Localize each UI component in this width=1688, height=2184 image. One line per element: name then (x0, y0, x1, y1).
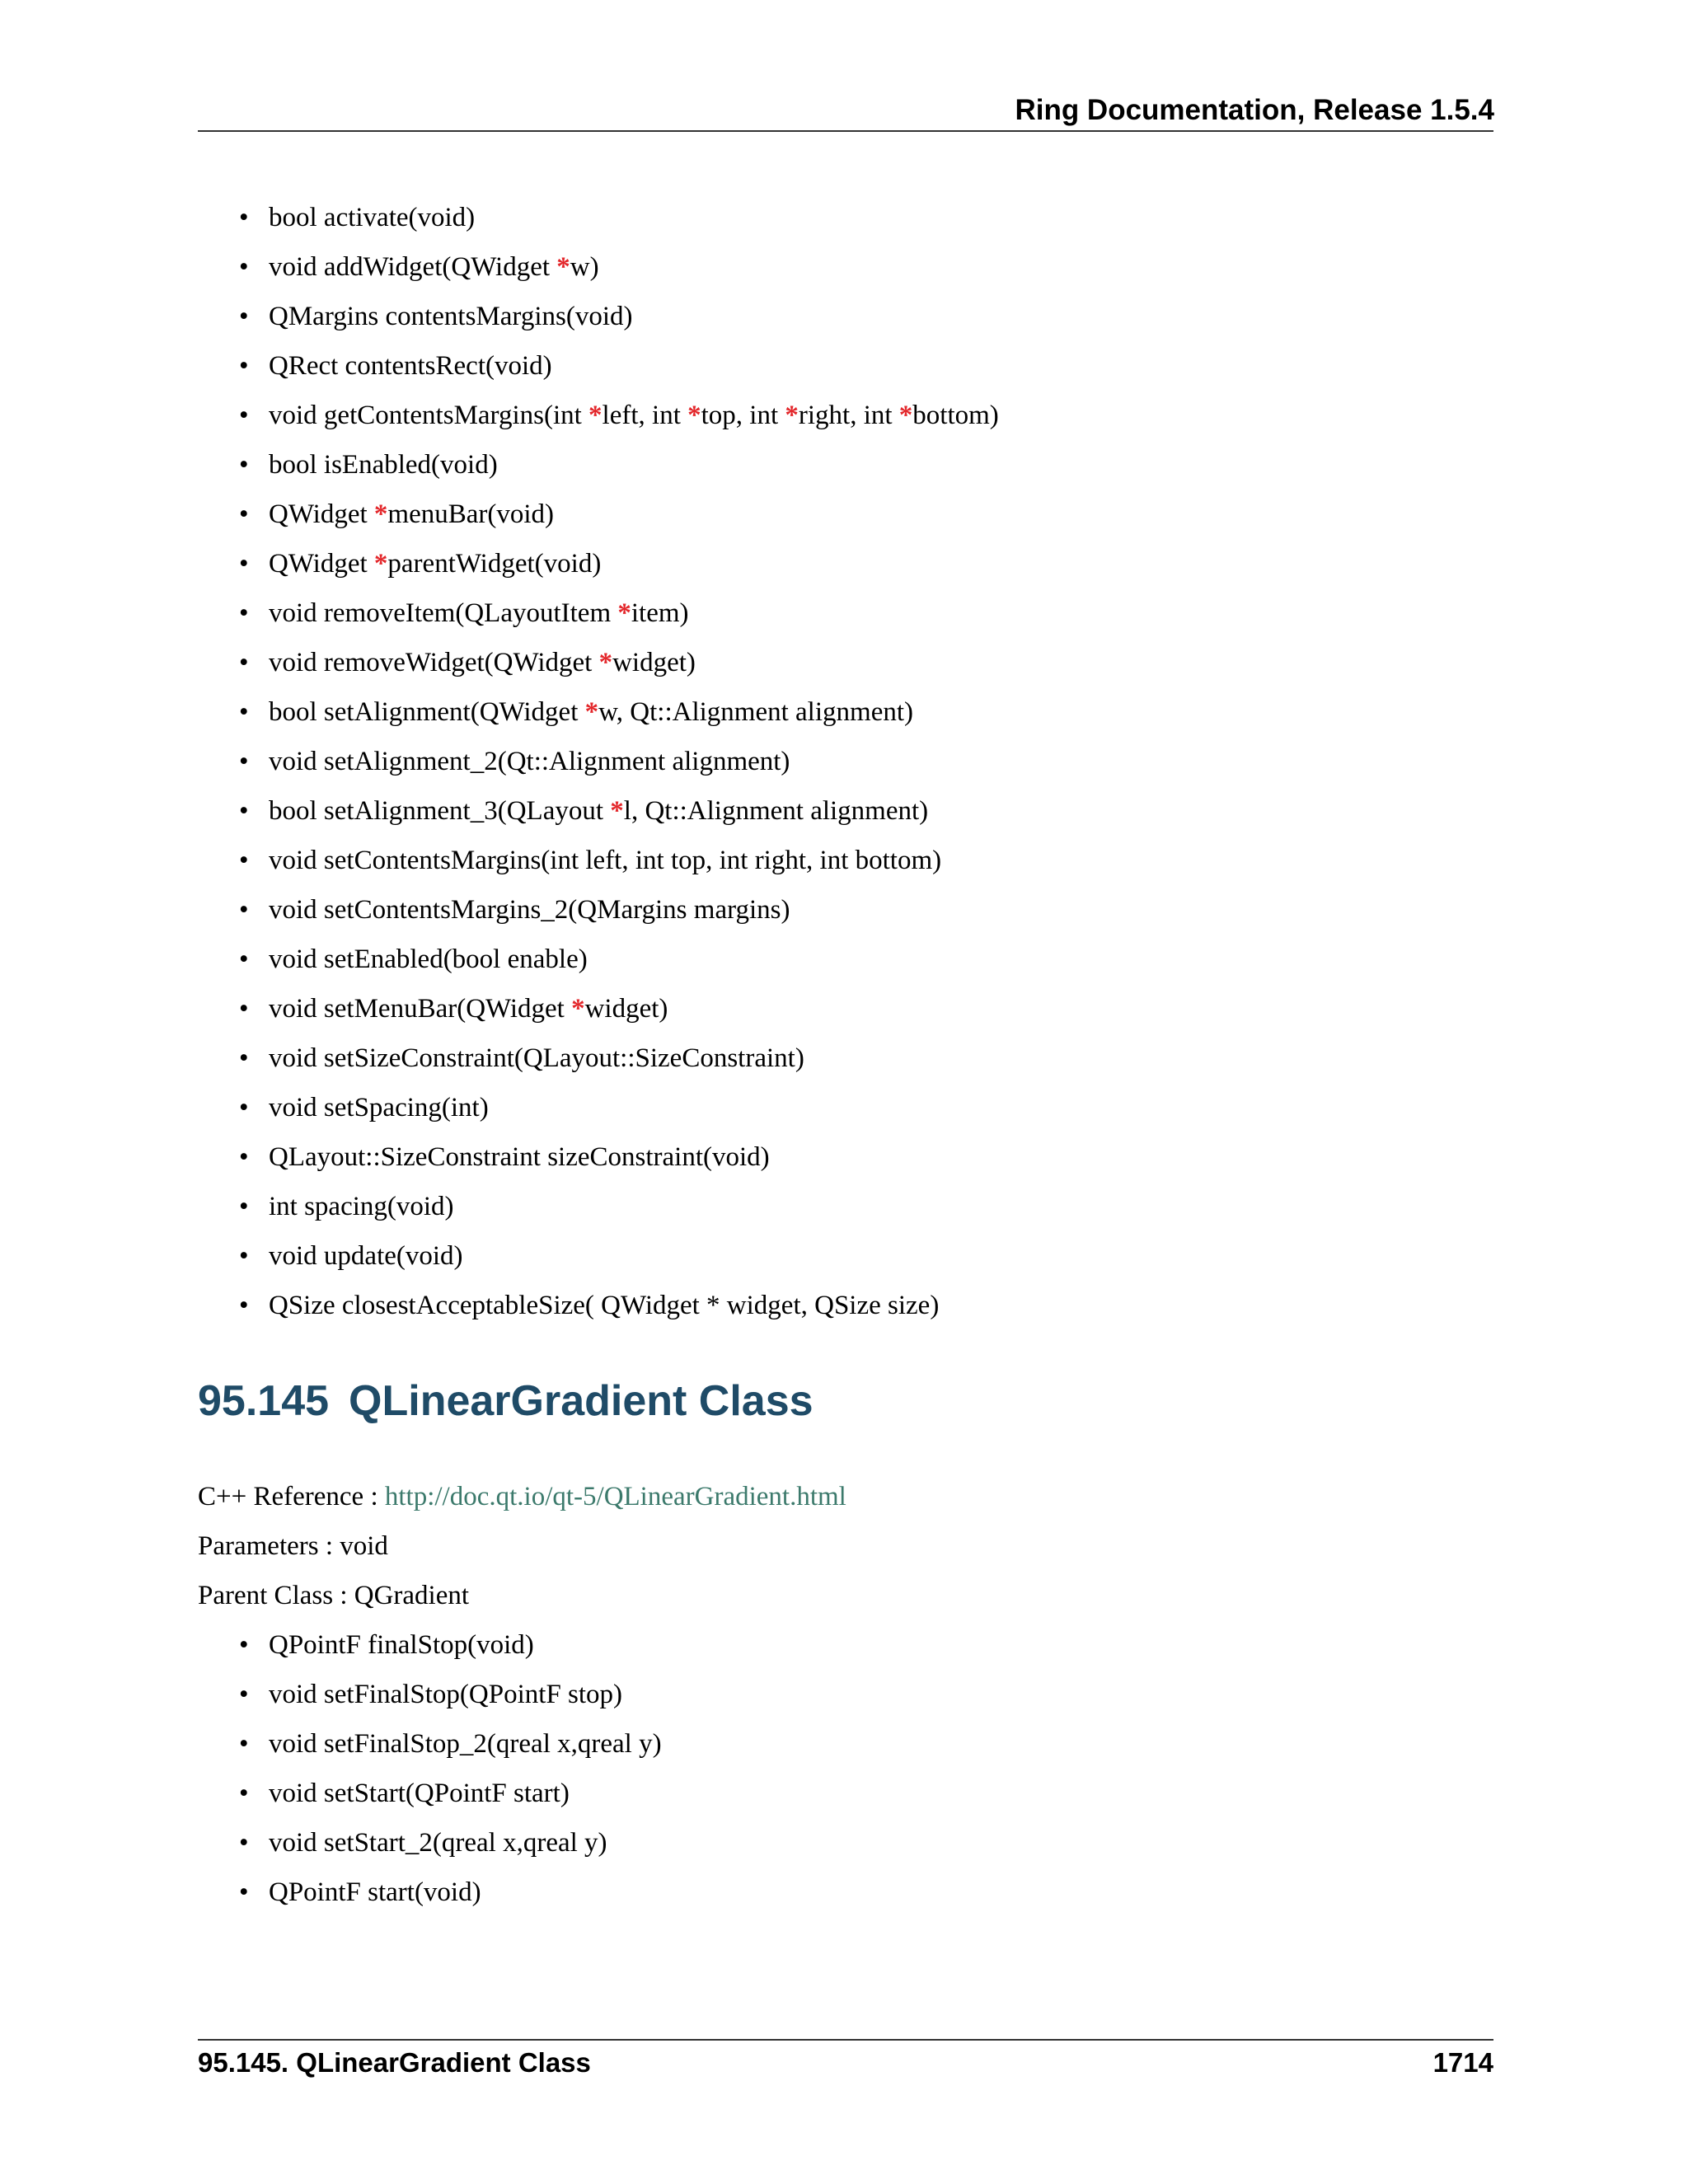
bullet-icon: • (239, 1680, 249, 1709)
method-text: void removeWidget(QWidget (269, 648, 599, 677)
parent-class-line: Parent Class : QGradient (198, 1581, 470, 1610)
method-text: void setSpacing(int) (269, 1093, 489, 1122)
method-text: void setStart(QPointF start) (269, 1779, 570, 1808)
section-heading (198, 1376, 814, 1426)
bullet-icon: • (239, 648, 249, 677)
method-text: QSize closestAcceptableSize( QWidget * widget, QSize size) (269, 1291, 940, 1320)
bullet-icon: • (239, 846, 249, 875)
pointer-asterisk: * (598, 648, 613, 677)
method-text: void setFinalStop(QPointF stop) (269, 1680, 623, 1709)
pointer-asterisk: * (373, 549, 388, 579)
bullet-icon: • (239, 1093, 249, 1122)
bullet-icon: • (239, 1043, 249, 1073)
method-text: void setEnabled(bool enable) (269, 944, 588, 974)
cpp-reference (198, 1472, 846, 1521)
bullet-icon: • (239, 252, 249, 282)
bullet-icon: • (239, 895, 249, 925)
bullet-icon: • (239, 1142, 249, 1172)
method-text: l, Qt::Alignment alignment) (623, 796, 929, 826)
method-text: void setFinalStop_2(qreal x,qreal y) (269, 1729, 662, 1759)
method-text: int spacing(void) (269, 1192, 454, 1221)
pointer-asterisk: * (588, 401, 603, 430)
method-text: void setSizeConstraint(QLayout::SizeConstraint) (269, 1043, 804, 1073)
method-text: left, int (602, 401, 688, 430)
bullet-icon: • (239, 1630, 249, 1660)
method-text: void setContentsMargins_2(QMargins margins) (269, 895, 790, 925)
method-text: void addWidget(QWidget (269, 252, 557, 282)
method-text: bool isEnabled(void) (269, 450, 498, 480)
cpp-reference-label: C++ Reference : (198, 1482, 385, 1511)
method-text: QLayout::SizeConstraint sizeConstraint(void) (269, 1142, 770, 1172)
bullet-icon: • (239, 1877, 249, 1907)
method-item (239, 1769, 662, 1818)
method-text: QWidget (269, 499, 374, 529)
method-text: w, Qt::Alignment alignment) (598, 697, 913, 727)
bullet-icon: • (239, 1779, 249, 1808)
method-item (239, 440, 999, 490)
pointer-asterisk: * (898, 401, 913, 430)
method-item (239, 341, 999, 391)
method-text: top, int (701, 401, 785, 430)
parameters-line: Parameters : void (198, 1531, 388, 1561)
method-text: widget) (612, 648, 696, 677)
method-item (239, 391, 999, 440)
method-item (239, 687, 999, 737)
method-item (239, 1670, 662, 1719)
method-item (239, 193, 999, 242)
bullet-icon: • (239, 796, 249, 826)
method-item (239, 490, 999, 539)
bullet-icon: • (239, 450, 249, 480)
method-list-top (239, 193, 999, 1330)
method-text: void update(void) (269, 1241, 463, 1271)
method-text: bool activate(void) (269, 203, 476, 232)
method-item (239, 1620, 662, 1670)
method-item (239, 588, 999, 638)
method-text: void removeItem(QLayoutItem (269, 598, 618, 628)
running-header: Ring Documentation, Release 1.5.4 (1015, 94, 1494, 126)
bullet-icon: • (239, 1192, 249, 1221)
bullet-icon: • (239, 499, 249, 529)
method-item (239, 638, 999, 687)
bullet-icon: • (239, 1241, 249, 1271)
method-item (239, 1132, 999, 1182)
method-item (239, 1033, 999, 1083)
bullet-icon: • (239, 1828, 249, 1858)
bullet-icon: • (239, 697, 249, 727)
method-text: void setStart_2(qreal x,qreal y) (269, 1828, 607, 1858)
method-text: menuBar(void) (387, 499, 555, 529)
bullet-icon: • (239, 1729, 249, 1759)
method-text: right, int (798, 401, 899, 430)
pointer-asterisk: * (373, 499, 388, 529)
section-number: 95.145 (198, 1377, 330, 1425)
header-rule (198, 130, 1493, 132)
method-list-bottom (239, 1620, 662, 1917)
bullet-icon: • (239, 994, 249, 1024)
method-text: void getContentsMargins(int (269, 401, 589, 430)
method-text: item) (631, 598, 689, 628)
method-item (239, 1083, 999, 1132)
method-item (239, 935, 999, 984)
method-item (239, 786, 999, 836)
cpp-reference-link[interactable]: http://doc.qt.io/qt-5/QLinearGradient.html (384, 1482, 846, 1511)
bullet-icon: • (239, 549, 249, 579)
method-item (239, 836, 999, 885)
bullet-icon: • (239, 351, 249, 381)
pointer-asterisk: * (687, 401, 701, 430)
bullet-icon: • (239, 598, 249, 628)
method-item (239, 1818, 662, 1868)
method-text: void setMenuBar(QWidget (269, 994, 572, 1024)
bullet-icon: • (239, 401, 249, 430)
pointer-asterisk: * (584, 697, 599, 727)
section-title: QLinearGradient Class (349, 1377, 814, 1425)
method-text: bool setAlignment(QWidget (269, 697, 585, 727)
method-text: QRect contentsRect(void) (269, 351, 552, 381)
page-number: 1714 (1432, 2047, 1493, 2078)
footer-rule (198, 2039, 1493, 2041)
method-text: parentWidget(void) (387, 549, 602, 579)
method-text: void setContentsMargins(int left, int top, int right, int bottom) (269, 846, 942, 875)
bullet-icon: • (239, 203, 249, 232)
pointer-asterisk: * (617, 598, 631, 628)
method-item (239, 292, 999, 341)
method-item (239, 885, 999, 935)
pointer-asterisk: * (556, 252, 570, 282)
method-text: QPointF start(void) (269, 1877, 481, 1907)
pointer-asterisk: * (785, 401, 799, 430)
bullet-icon: • (239, 747, 249, 776)
method-text: w) (570, 252, 599, 282)
method-text: QMargins contentsMargins(void) (269, 302, 633, 331)
bullet-icon: • (239, 1291, 249, 1320)
method-text: widget) (584, 994, 668, 1024)
method-item (239, 1868, 662, 1917)
method-text: bottom) (912, 401, 999, 430)
bullet-icon: • (239, 944, 249, 974)
method-item (239, 1281, 999, 1330)
bullet-icon: • (239, 302, 249, 331)
method-item (239, 539, 999, 588)
method-item (239, 242, 999, 292)
method-text: QPointF finalStop(void) (269, 1630, 534, 1660)
method-item (239, 1231, 999, 1281)
method-text: void setAlignment_2(Qt::Alignment alignment) (269, 747, 790, 776)
method-text: bool setAlignment_3(QLayout (269, 796, 611, 826)
method-item (239, 1182, 999, 1231)
method-item (239, 984, 999, 1033)
footer-section: 95.145. QLinearGradient Class (198, 2047, 591, 2078)
pointer-asterisk: * (610, 796, 624, 826)
method-item (239, 737, 999, 786)
pointer-asterisk: * (571, 994, 585, 1024)
method-item (239, 1719, 662, 1769)
method-text: QWidget (269, 549, 374, 579)
